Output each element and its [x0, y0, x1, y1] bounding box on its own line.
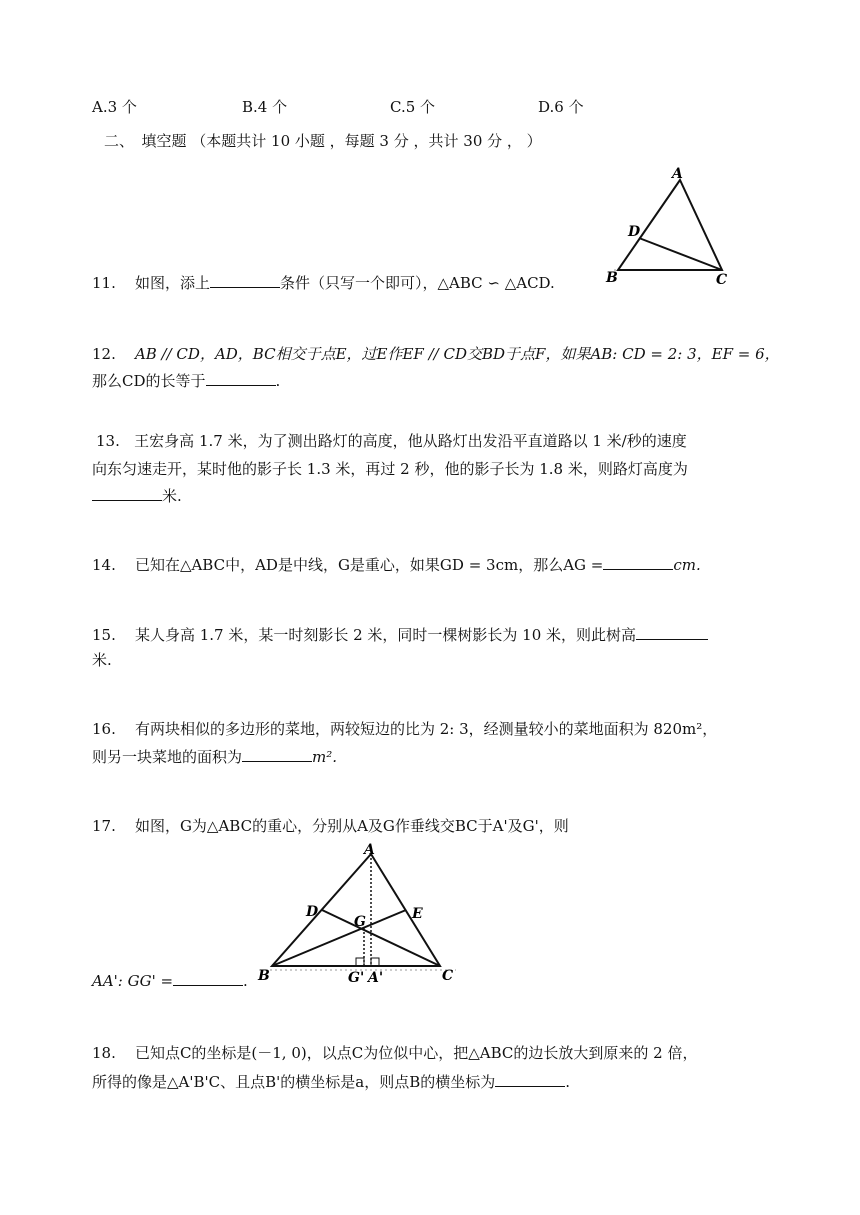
- q15-number: 15.: [92, 626, 116, 644]
- question-18-line2: [92, 1070, 570, 1093]
- question-17-line2: [92, 969, 248, 992]
- question-12: [92, 343, 780, 365]
- fig11-label-b: B: [606, 270, 618, 286]
- q12-number: 12.: [92, 345, 116, 363]
- q12-line1: AB // CD，AD，BC相交于点E，过E作EF // CD交BD于点F，如果AB: CD = 2: 3，EF = 6，: [134, 345, 780, 363]
- fig17-label-g-prime: G': [348, 970, 365, 986]
- fig11-label-c: C: [716, 272, 728, 288]
- q15-line1: 某人身高 1.7 米，某一时刻影长 2 米，同时一棵树影长为 10 米，则此树高: [134, 626, 637, 644]
- question-13-line2: 向东匀速走开，某时他的影子长 1.3 米，再过 2 秒，他的影子长为 1.8 米，则路灯高度为: [92, 460, 688, 478]
- question-14: [92, 553, 701, 576]
- figure-17: [256, 840, 466, 988]
- fig17-label-b: B: [258, 968, 270, 984]
- option-d: D.6 个: [538, 98, 584, 116]
- q16-number: 16.: [92, 720, 116, 738]
- q13-number: 13.: [96, 432, 120, 450]
- q17-line1: 如图，G为△ABC的重心，分别从A及G作垂线交BC于A'及G'，则: [134, 817, 569, 835]
- question-18: [92, 1042, 697, 1064]
- q13-line3-post: 米.: [162, 487, 182, 505]
- q15-blank[interactable]: [636, 623, 708, 640]
- q14-text-post: cm.: [673, 556, 701, 574]
- q18-blank[interactable]: [495, 1070, 565, 1087]
- q18-line1: 已知点C的坐标是(－1, 0)，以点C为位似中心，把△ABC的边长放大到原来的 2 倍，: [134, 1044, 698, 1062]
- q18-line2-pre: 所得的像是△A'B'C、且点B'的横坐标是a，则点B的横坐标为: [92, 1073, 496, 1091]
- q14-number: 14.: [92, 556, 116, 574]
- fig17-label-c: C: [442, 968, 454, 984]
- q18-number: 18.: [92, 1044, 116, 1062]
- fig11-label-a: A: [672, 166, 683, 182]
- q17-line2-pre: AA': GG' =: [92, 972, 174, 990]
- q11-number: 11.: [92, 274, 116, 292]
- figure-11: [604, 162, 734, 292]
- fig17-label-a: A: [364, 842, 375, 858]
- q12-line2-pre: 那么CD的长等于: [92, 372, 206, 390]
- option-c: C.5 个: [390, 98, 436, 116]
- q17-line2-post: .: [243, 972, 248, 990]
- q13-blank[interactable]: [92, 484, 162, 501]
- section-title: 二、 填空题 （本题共计 10 小题 ，每题 3 分 ，共计 30 分 ， ）: [104, 132, 542, 150]
- q16-line1: 有两块相似的多边形的菜地，两较短边的比为 2: 3，经测量较小的菜地面积为 820m²，: [134, 720, 718, 738]
- q17-number: 17.: [92, 817, 116, 835]
- fig17-label-a-prime: A': [368, 970, 384, 986]
- q13-line1: 王宏身高 1.7 米，为了测出路灯的高度，他从路灯出发沿平直道路以 1 米/秒的速度: [134, 432, 687, 450]
- q11-blank[interactable]: [210, 271, 280, 288]
- q14-text-pre: 已知在△ABC中，AD是中线，G是重心，如果GD = 3cm，那么AG =: [134, 556, 604, 574]
- question-11: [92, 271, 555, 294]
- q16-line2-post: m².: [312, 748, 338, 766]
- q12-blank[interactable]: [206, 369, 276, 386]
- question-15: [92, 623, 708, 646]
- fig17-label-d: D: [306, 904, 319, 920]
- question-16: [92, 718, 717, 740]
- question-15-line2: 米.: [92, 651, 112, 669]
- q16-line2-pre: 则另一块菜地的面积为: [92, 748, 243, 766]
- question-12-line2: [92, 369, 280, 392]
- question-13: [96, 430, 687, 452]
- option-a: A.3 个: [92, 98, 137, 116]
- q11-text-pre: 如图，添上: [134, 274, 210, 292]
- q16-blank[interactable]: [242, 745, 312, 762]
- q18-line2-post: .: [565, 1073, 571, 1091]
- q14-blank[interactable]: [603, 553, 673, 570]
- question-13-line3: [92, 484, 182, 507]
- q12-line2-post: .: [275, 372, 281, 390]
- question-16-line2: [92, 745, 337, 768]
- q11-text-post: 条件（只写一个即可），△ABC ∽ △ACD.: [279, 274, 555, 292]
- q17-blank[interactable]: [173, 969, 243, 986]
- option-b: B.4 个: [242, 98, 288, 116]
- question-17: [92, 815, 569, 837]
- fig17-label-e: E: [412, 906, 423, 922]
- fig11-label-d: D: [628, 224, 641, 240]
- fig17-label-g: G: [354, 914, 366, 930]
